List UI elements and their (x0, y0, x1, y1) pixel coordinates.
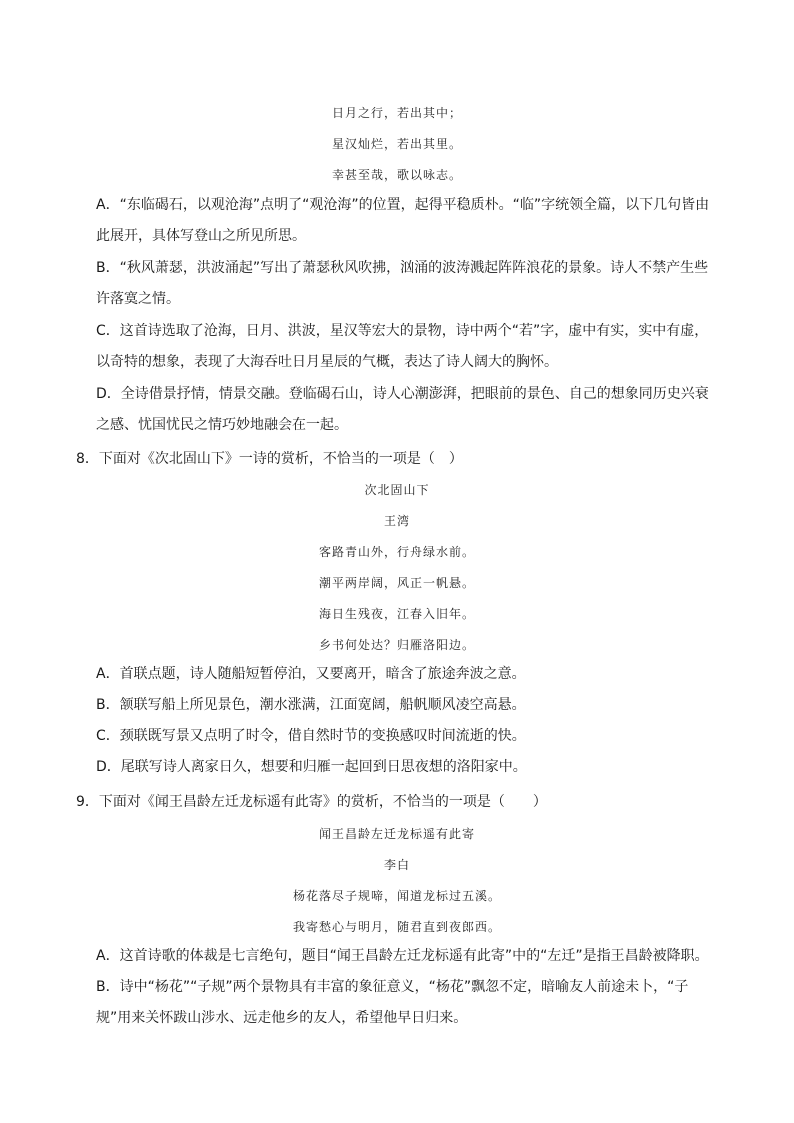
poem-line: 幸甚至哉，歌以咏志。 (331, 168, 462, 182)
option-c: C．颈联既写景又点明了时令，借自然时节的变换感叹时间流逝的快。 (96, 728, 526, 744)
poem-line: 日月之行，若出其中； (331, 106, 462, 120)
question-stem: 8．下面对《次北固山下》一诗的赏析，不恰当的一项是（ ） (76, 451, 463, 467)
poem-line: 我寄愁心与明月，随君直到夜郎西。 (292, 920, 501, 934)
poem-line: 杨花落尽子规啼，闻道龙标过五溪。 (292, 889, 501, 903)
option-b: B．颔联写船上所见景色，潮水涨满，江面宽阔，船帆顺风凌空高悬。 (96, 697, 526, 713)
poem-line: 海日生残夜，江春入旧年。 (318, 607, 475, 621)
option-a: A．首联点题，诗人随船短暂停泊，又要离开，暗含了旅途奔波之意。 (96, 666, 526, 682)
question-stem: 9．下面对《闻王昌龄左迁龙标遥有此寄》的赏析，不恰当的一项是（ ） (76, 794, 547, 810)
option-d: D．尾联写诗人离家日久，想要和归雁一起回到日思夜想的洛阳家中。 (96, 759, 527, 775)
poem-title: 闻王昌龄左迁龙标遥有此寄 (318, 827, 475, 841)
poem-title: 次北固山下 (364, 483, 430, 497)
option-d: D．全诗借景抒情，情景交融。登临碣石山，诗人心潮澎湃，把眼前的景色、自己的想象同历史兴衰之感、忧国忧民之情巧妙地融会在一起。 (96, 386, 709, 433)
option-c: C．这首诗选取了沧海，日月、洪波，星汉等宏大的景物，诗中两个“若”字，虚中有实，实中有虚，以奇特的想象，表现了大海吞吐日月星辰的气概，表达了诗人阔大的胸怀。 (96, 323, 709, 370)
option-a: A．“东临碣石，以观沧海”点明了“观沧海”的位置，起得平稳质朴。“临”字统领全篇，以下几句皆由此展开，具体写登山之所见所思。 (96, 197, 710, 244)
poem-line: 客路青山外，行舟绿水前。 (318, 545, 475, 559)
poem-author: 王湾 (383, 514, 410, 528)
poem-author: 李白 (383, 858, 410, 872)
poem-line: 潮平两岸阔，风正一帆悬。 (318, 576, 475, 590)
option-b: B．“秋风萧瑟，洪波涌起”写出了萧瑟秋风吹拂，汹涌的波涛溅起阵阵浪花的景象。诗人不禁产生些许落寞之情。 (96, 260, 709, 307)
option-a: A．这首诗歌的体裁是七言绝句，题目“闻王昌龄左迁龙标遥有此寄”中的“左迁”是指王昌龄被降职。 (96, 948, 709, 964)
option-b: B．诗中“杨花”“子规”两个景物具有丰富的象征意义，“杨花”飘忽不定，暗喻友人前途未卜，“子规”用来关怀跋山涉水、远走他乡的友人，希望他早日归来。 (96, 979, 689, 1026)
poem-line: 乡书何处达？归雁洛阳边。 (318, 638, 475, 652)
poem-line: 星汉灿烂，若出其里。 (331, 137, 462, 151)
